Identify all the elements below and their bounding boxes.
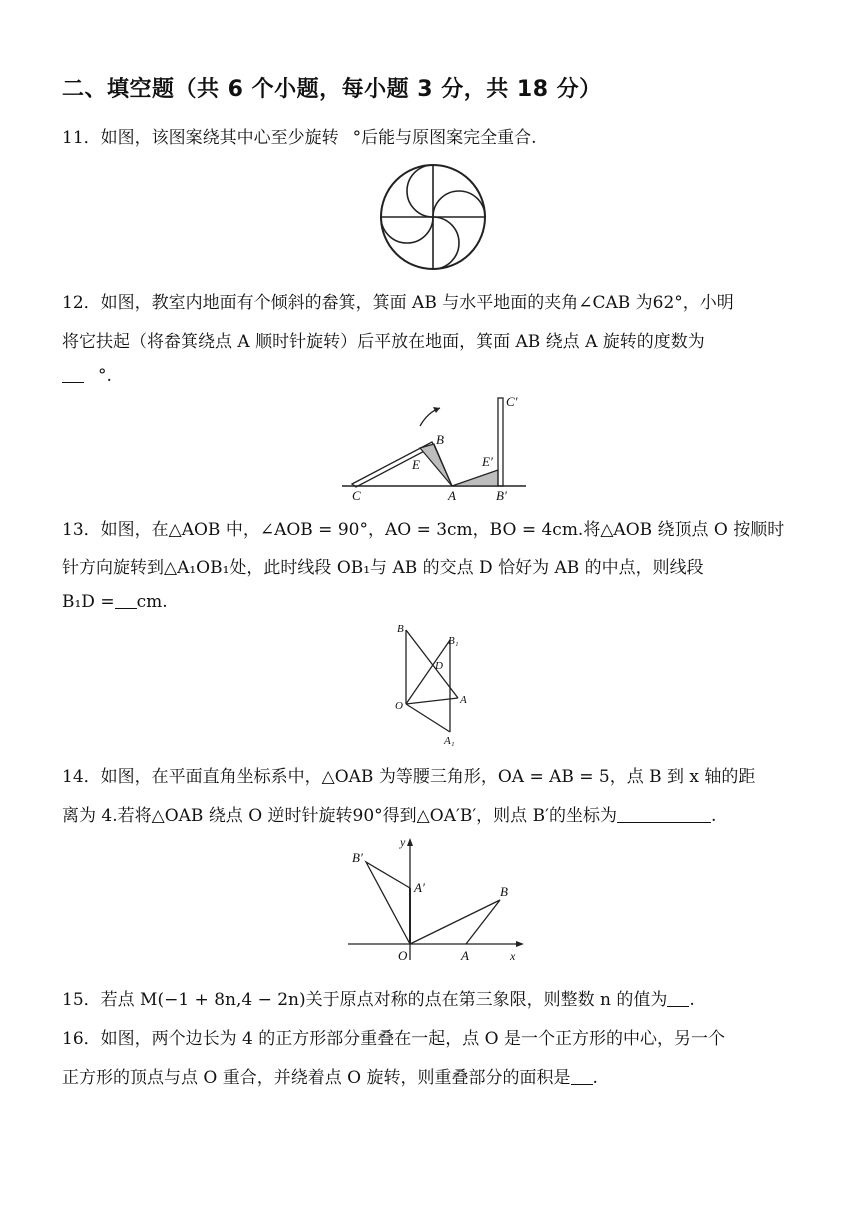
figure-label: O: [395, 700, 403, 712]
figure-label: y: [400, 835, 406, 849]
answer-blank[interactable]: [571, 1070, 593, 1085]
question-number: 13．: [62, 520, 101, 540]
answer-blank[interactable]: [62, 368, 84, 383]
question-13-line-3: [62, 592, 168, 612]
coordinate-figure: [344, 832, 534, 966]
figure-label: A₁: [444, 735, 455, 747]
question-text: 若点 M(−1 + 8n,4 − 2n)关于原点对称的点在第三象限，则整数 n 的值为: [100, 990, 668, 1010]
rotated-triangle-figure: [392, 620, 482, 750]
figure-label: B′: [352, 850, 363, 865]
figure-label: B: [397, 623, 404, 635]
section-title: 二、填空题（共 6 个小题，每小题 3 分，共 18 分）: [62, 77, 602, 102]
question-number: 16．: [62, 1029, 101, 1049]
question-11: [62, 123, 537, 148]
question-number: 15．: [62, 990, 101, 1010]
figure-label: D: [435, 660, 443, 672]
question-13-line-2: 针方向旋转到△A₁OB₁处，此时线段 OB₁与 AB 的交点 D 恰好为 AB 的中点，则线段: [62, 558, 704, 578]
question-number: 14．: [62, 767, 101, 787]
question-14-line-2: [62, 801, 716, 826]
figure-label: O: [398, 948, 408, 963]
figure-label: A: [448, 488, 456, 503]
question-16-line-2: [62, 1063, 598, 1088]
question-13-line-1: [62, 515, 784, 540]
answer-blank[interactable]: [339, 131, 353, 145]
question-text: B₁D =: [62, 592, 115, 612]
question-text: 正方形的顶点与点 O 重合，并绕着点 O 旋转，则重叠部分的面积是: [62, 1068, 571, 1088]
dustpan-figure: [336, 392, 536, 504]
question-text: 如图，在平面直角坐标系中，△OAB 为等腰三角形，OA = AB = 5，点 B 到 x 轴的距: [100, 767, 756, 787]
pinwheel-figure: [376, 160, 490, 274]
figure-label: C′: [506, 394, 518, 409]
figure-label: x: [510, 949, 516, 963]
question-15: [62, 985, 695, 1010]
question-12-line-2: 将它扶起（将畚箕绕点 A 顺时针旋转）后平放在地面，箕面 AB 绕点 A 旋转的度数为: [62, 332, 705, 352]
question-text: 如图，在△AOB 中，∠AOB = 90°，AO = 3cm，BO = 4cm.将△AOB 绕顶点 O 按顺时: [100, 520, 785, 540]
answer-blank[interactable]: [667, 992, 689, 1007]
question-14-line-1: [62, 762, 755, 787]
question-text: .: [592, 1068, 598, 1088]
question-text: 如图，两个边长为 4 的正方形部分重叠在一起，点 O 是一个正方形的中心，另一个: [100, 1029, 726, 1049]
figure-label: A′: [414, 880, 425, 895]
question-16-line-1: [62, 1024, 725, 1049]
question-number: 11．: [62, 128, 101, 148]
question-text: °.: [98, 366, 112, 386]
figure-label: A: [460, 694, 467, 706]
figure-label: B₁: [448, 635, 459, 647]
question-12-line-3: [62, 366, 112, 386]
figure-label: E′: [482, 454, 493, 469]
question-12-line-1: [62, 288, 734, 313]
figure-label: B′: [496, 488, 507, 503]
figure-label: E: [412, 457, 420, 472]
figure-label: A: [461, 948, 469, 963]
figure-label: C: [352, 488, 361, 503]
question-text: .: [689, 990, 695, 1010]
question-text: .: [710, 806, 717, 826]
question-text: 离为 4.若将△OAB 绕点 O 逆时针旋转90°得到△OA′B′，则点 B′的坐标为: [62, 806, 617, 826]
figure-label: B: [500, 884, 508, 899]
answer-blank[interactable]: [115, 594, 137, 609]
question-text: cm.: [136, 592, 168, 612]
figure-label: B: [436, 432, 444, 447]
question-text: 如图，教室内地面有个倾斜的畚箕，箕面 AB 与水平地面的夹角∠CAB 为62°，小明: [100, 293, 734, 313]
question-text: °后能与原图案完全重合.: [352, 128, 537, 148]
question-number: 12．: [62, 293, 101, 313]
question-text: 如图，该图案绕其中心至少旋转: [100, 128, 339, 148]
answer-blank[interactable]: [617, 808, 711, 823]
